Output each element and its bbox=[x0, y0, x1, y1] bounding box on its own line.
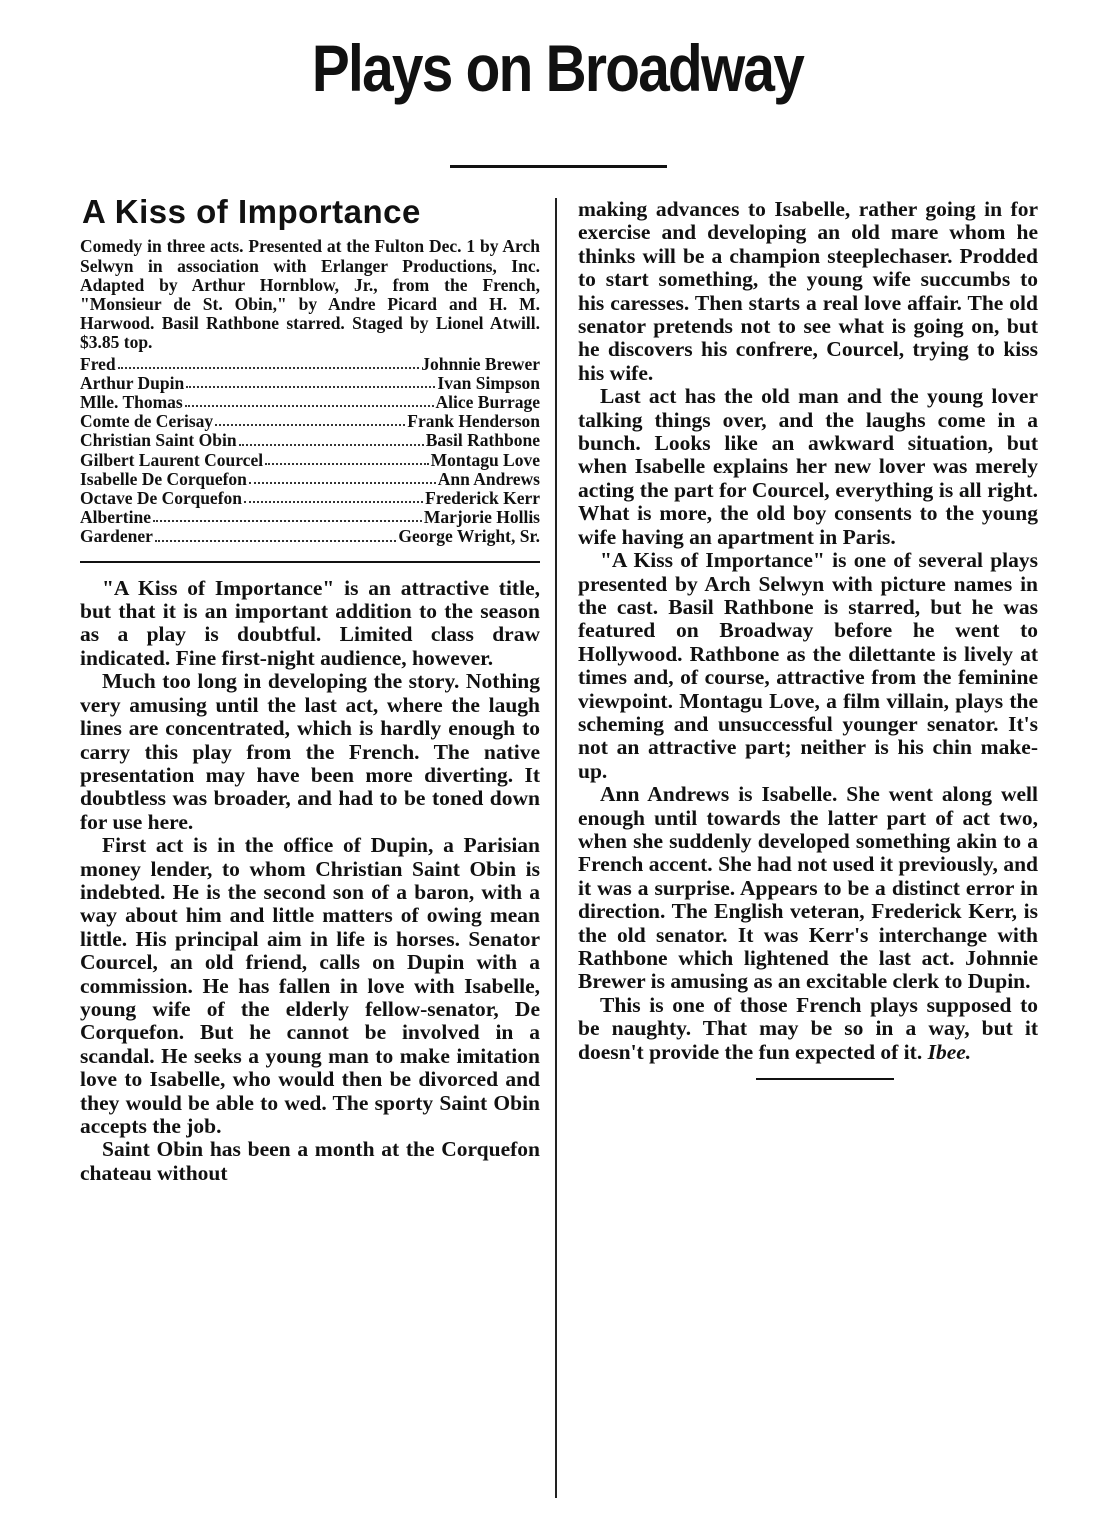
cast-actor: Ann Andrews bbox=[437, 468, 540, 489]
cast-actor: Montagu Love bbox=[430, 449, 540, 470]
masthead-title: Plays on Broadway bbox=[311, 31, 804, 105]
final-paragraph bbox=[578, 994, 1038, 1064]
body-paragraph: "A Kiss of Importance" is one of several plays presented by Arch Selwyn with picture names in the cast. Basil Rathbone is starred, but he was featured on Broadway before he went to Hollywood. Rathbone as the dilettante is lively at times and, of course, attractive from the feminine viewpoint. Montagu Love, a film villain, plays the scheming and unsuccessful younger senator. It's not an attractive part; neither is his chin make-up. bbox=[578, 548, 1038, 783]
column-divider bbox=[555, 198, 557, 1498]
leader-dots bbox=[239, 431, 424, 445]
body-paragraph: "A Kiss of Importance" is an attractive title, but that it is an important addition to the season as a play is doubtful. Limited class draw indicated. Fine first-night audience, however. bbox=[80, 575, 540, 670]
cast-actor: Alice Burrage bbox=[435, 392, 540, 413]
leader-dots bbox=[244, 489, 423, 503]
cast-role: Octave De Corquefon bbox=[80, 488, 243, 509]
left-column bbox=[80, 193, 540, 1185]
cast-list bbox=[80, 355, 540, 547]
end-rule bbox=[756, 1078, 894, 1080]
leader-dots bbox=[185, 393, 434, 407]
cast-actor: Basil Rathbone bbox=[425, 430, 540, 451]
cast-actor: Johnnie Brewer bbox=[421, 353, 540, 374]
leader-dots bbox=[265, 451, 429, 465]
cast-actor: Marjorie Hollis bbox=[423, 507, 540, 528]
final-paragraph-text: This is one of those French plays supposed to be naughty. That may be so in a way, but it doesn't provide the fun expected of it. bbox=[578, 992, 1038, 1064]
cast-role: Comte de Cerisay bbox=[80, 411, 214, 432]
body-paragraph-continued: making advances to Isabelle, rather going in for exercise and developing an old mare whom he thinks will be a champion steeplechaser. Prodded to start something, the young wife succumbs to his caresses. Then starts a real love affair. The old senator pretends not to see what is going on, but he discovers his confrere, Courcel, trying to kiss his wife. bbox=[578, 197, 1038, 385]
leader-dots bbox=[249, 470, 436, 484]
cast-role: Gilbert Laurent Courcel bbox=[80, 449, 264, 470]
cast-row bbox=[80, 527, 540, 546]
cast-row bbox=[80, 508, 540, 527]
body-paragraph: Ann Andrews is Isabelle. She went along well enough until towards the latter part of act two, when she suddenly developed something akin to a French accent. She had not used it previously, and it was a surprise. Appears to be a distinct error in direction. The English veteran, Frederick Kerr, is the old senator. It was Kerr's interchange with Rathbone which lightened the last act. Johnnie Brewer is amusing as an excitable clerk to Dupin. bbox=[578, 782, 1038, 994]
cast-rule bbox=[80, 561, 540, 563]
cast-actor: Frederick Kerr bbox=[425, 488, 540, 509]
production-credits: Comedy in three acts. Presented at the Fulton Dec. 1 by Arch Selwyn in association with Erlanger Productions, Inc. Adapted by Arthur Hornblow, Jr., from the French, "Monsieur de St. Obin," by Andre Picard and H. M. Harwood. Basil Rathbone starred. Staged by Lionel Atwill. $3.85 top. bbox=[80, 236, 540, 353]
cast-role: Isabelle De Corquefon bbox=[80, 468, 247, 489]
cast-row bbox=[80, 431, 540, 450]
cast-role: Christian Saint Obin bbox=[80, 430, 237, 451]
cast-role: Mlle. Thomas bbox=[80, 392, 183, 413]
cast-actor: George Wright, Sr. bbox=[398, 526, 540, 547]
body-paragraph: Saint Obin has been a month at the Corquefon chateau without bbox=[80, 1137, 540, 1185]
reviewer-signature: Ibee. bbox=[927, 1039, 972, 1064]
leader-dots bbox=[215, 412, 405, 426]
leader-dots bbox=[118, 355, 420, 369]
leader-dots bbox=[155, 527, 396, 541]
cast-row bbox=[80, 374, 540, 393]
cast-row bbox=[80, 470, 540, 489]
cast-row bbox=[80, 412, 540, 431]
cast-role: Gardener bbox=[80, 526, 153, 547]
cast-role: Arthur Dupin bbox=[80, 372, 185, 393]
body-paragraph: Last act has the old man and the young lover talking things over, and the laughs come in a bunch. Looks like an awkward situation, but when Isabelle explains her new lover was merely acting the part for Courcel, everything is all right. What is more, the old boy consents to the young wife having an apartment in Paris. bbox=[578, 384, 1038, 549]
article-headline: A Kiss of Importance bbox=[82, 193, 421, 230]
masthead-rule bbox=[450, 165, 667, 168]
cast-role: Albertine bbox=[80, 507, 151, 528]
cast-role: Fred bbox=[80, 353, 116, 374]
body-paragraph: Much too long in developing the story. Nothing very amusing until the last act, where the laugh lines are concentrated, which is hardly enough to carry this play from the French. The native presentation may have been more diverting. It doubtless was broader, and had to be toned down for use here. bbox=[80, 669, 540, 834]
body-paragraph: First act is in the office of Dupin, a Parisian money lender, to whom Christian Saint Obin is indebted. He is the second son of a baron, with a way about him and little matters of owing mean little. His principal aim in life is horses. Senator Courcel, an old friend, calls on Dupin with a commission. He has fallen in love with Isabelle, young wife of the elderly fellow-senator, De Corquefon. But he cannot be involved in a scandal. He seeks a young man to make imitation love to Isabelle, who would then be divorced and they would be able to wed. The sporty Saint Obin accepts the job. bbox=[80, 833, 540, 1138]
cast-actor: Frank Henderson bbox=[407, 411, 540, 432]
cast-row bbox=[80, 451, 540, 470]
right-column bbox=[578, 198, 1038, 1080]
cast-row bbox=[80, 355, 540, 374]
leader-dots bbox=[186, 374, 435, 388]
leader-dots bbox=[153, 508, 422, 522]
cast-row bbox=[80, 489, 540, 508]
cast-actor: Ivan Simpson bbox=[437, 372, 540, 393]
cast-row bbox=[80, 393, 540, 412]
